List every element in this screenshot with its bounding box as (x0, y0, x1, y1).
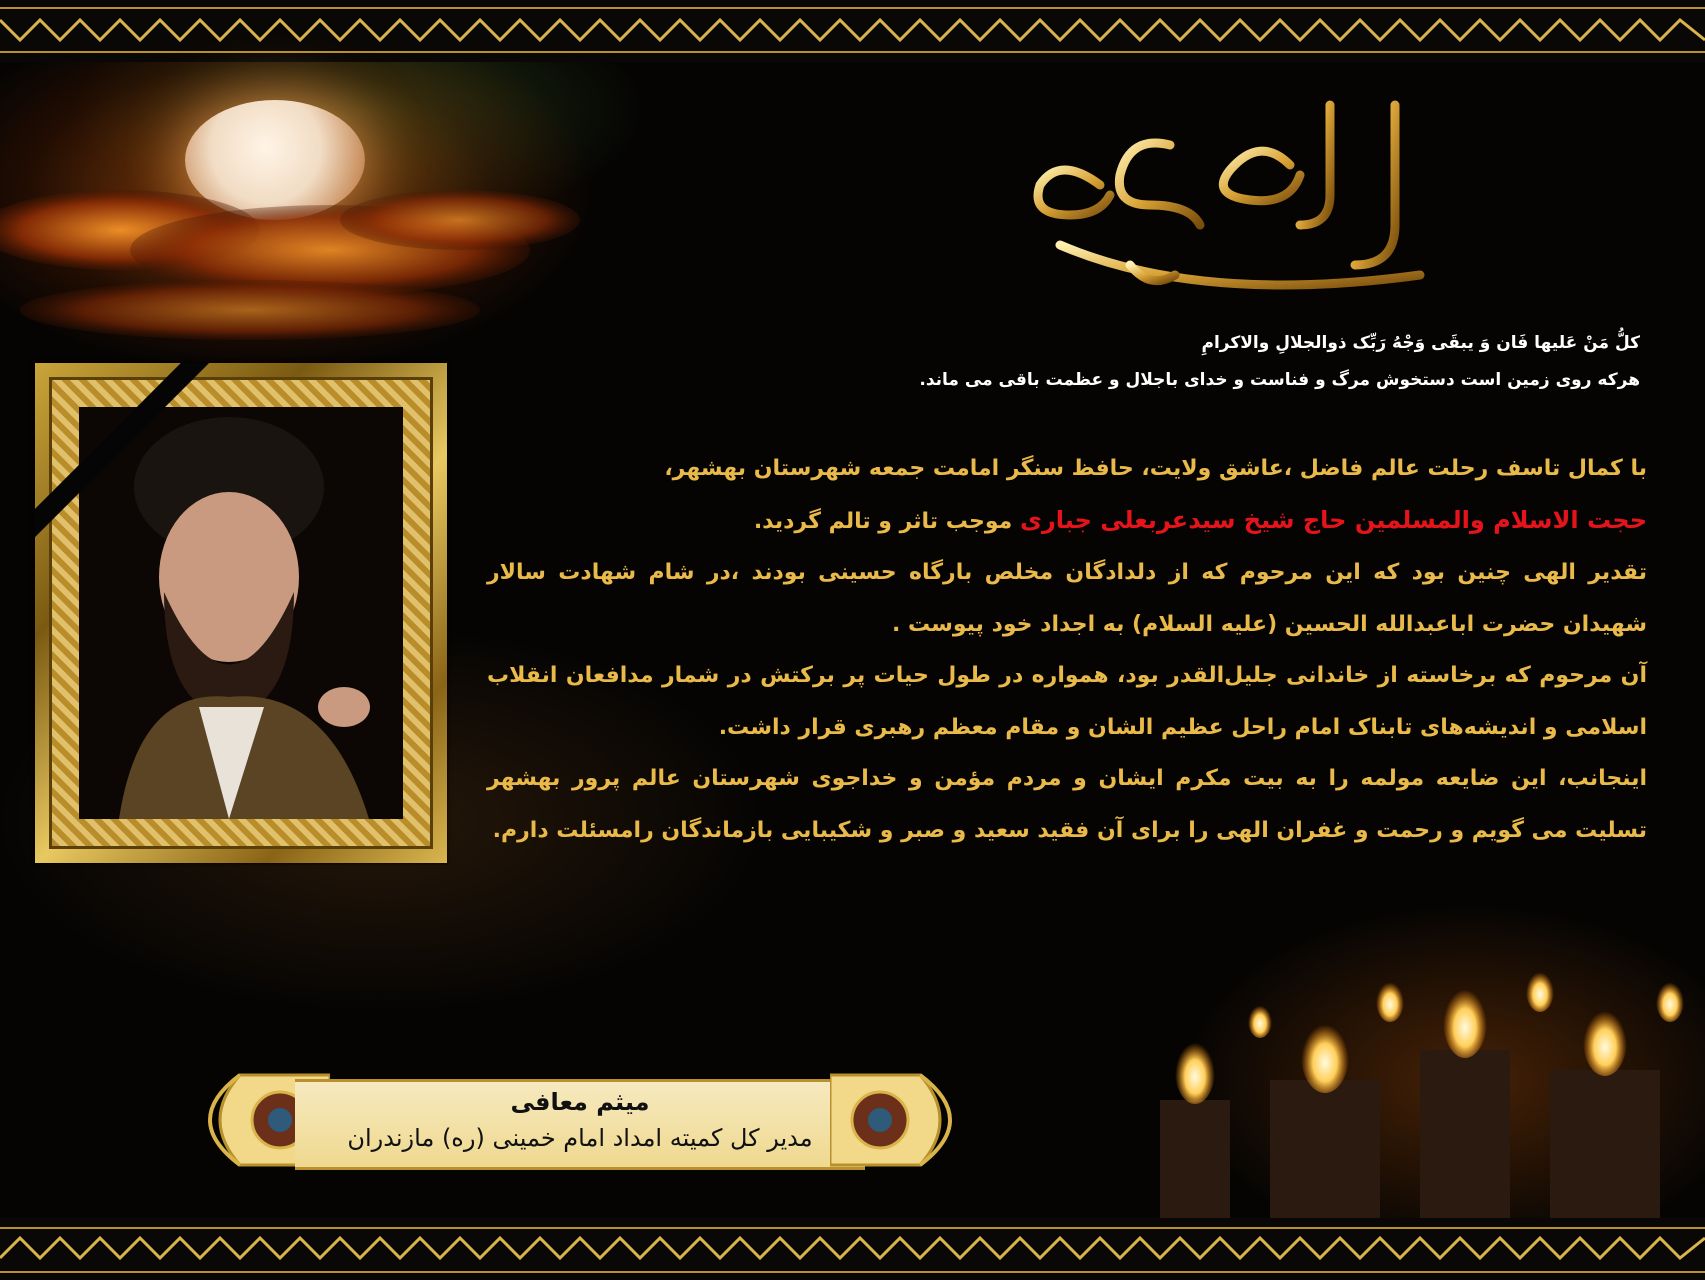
message-paragraph-1 (487, 443, 1647, 547)
condolence-message (487, 443, 1647, 856)
candles-image (1140, 960, 1705, 1218)
mourning-ribbon (35, 363, 215, 543)
message-paragraph-2: تقدیر الهی چنین بود که این مرحوم که از دلدادگان مخلص بارگاه حسینی بودند ،در شام شهادت سالار شهیدان حضرت اباعبدالله الحسین (علیه السلام) به اجداد خود پیوست . (487, 560, 1647, 637)
signature-plate (180, 1055, 980, 1185)
signer-title: مدیر کل کمیته امداد امام خمینی (ره) مازندران (347, 1124, 813, 1152)
quran-verse: کلُّ مَنْ عَلیها فَان وَ یبقَی وَجْهُ رَبِّک ذوالجلالِ والاکرامِ (1201, 333, 1640, 353)
top-ornament-band (0, 0, 1705, 62)
message-opening: با کمال تاسف رحلت عالم فاضل ،عاشق ولایت، حافظ سنگر امامت جمعه شهرستان بهشهر، (664, 456, 1647, 481)
bottom-ornament-band (0, 1218, 1705, 1280)
plate-body (295, 1079, 865, 1170)
deceased-name: حجت الاسلام والمسلمین حاج شیخ سیدعربعلی جباری (1019, 505, 1647, 534)
message-paragraph-4: اینجانب، این ضایعه مولمه را به بیت مکرم ایشان و مردم مؤمن و خداجوی شهرستان عالم پرور بهشهر تسلیت می گویم و رحمت و غفران الهی را برای آن فقید سعید و صبر و شکیبایی بازماندگان رامسئلت دارم. (487, 766, 1647, 843)
calligraphy-emblem-icon (1000, 75, 1460, 315)
message-paragraph-3: آن مرحوم که برخاسته از خاندانی جلیل‌القدر بود، همواره در طول حیات پر برکتش در شمار مدافعان انقلاب اسلامی و اندیشه‌های تابناک امام راحل عظیم الشان و مقام معظم رهبری قرار داشت. (487, 663, 1647, 740)
sunset-clouds-image (0, 180, 580, 350)
signer-name: میثم معافی (510, 1088, 650, 1116)
verse-translation: هرکه روی زمین است دستخوش مرگ و فناست و خدای باجلال و عظمت باقی می ماند. (919, 370, 1640, 390)
plate-ornament-right-icon (830, 1055, 980, 1185)
message-opening-end: موجب تاثر و تالم گردید. (753, 508, 1020, 534)
